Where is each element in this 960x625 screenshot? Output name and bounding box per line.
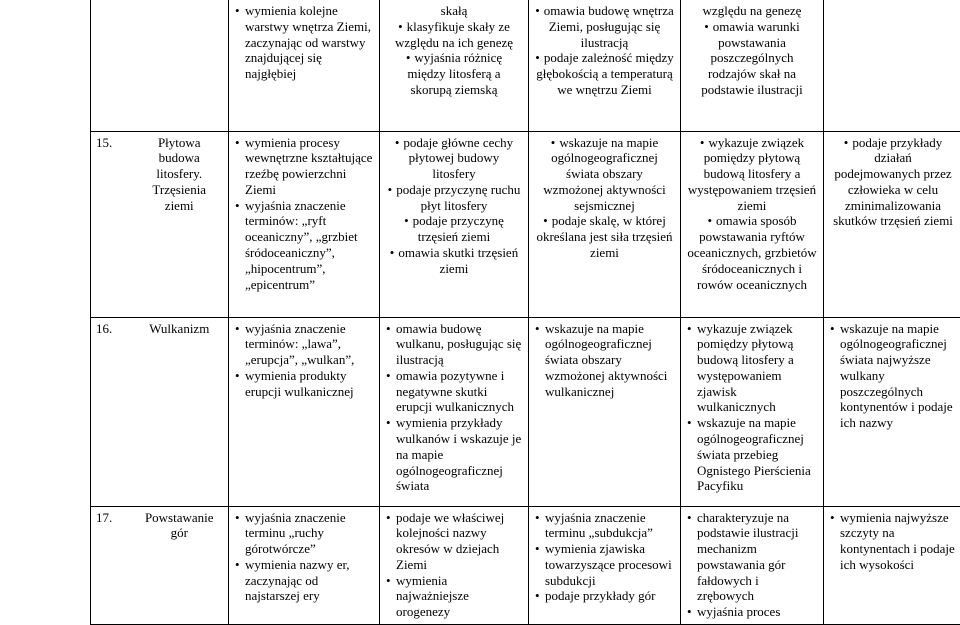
bullet-icon: • bbox=[830, 510, 835, 526]
requirement-text: podaje przykłady działań podejmowanych przez człowieka w celu zminimalizowania skutków trzęsień ziemi bbox=[833, 135, 953, 229]
requirement-text: wymienia nazwy er, zaczynając od najstarszej ery bbox=[245, 557, 350, 604]
lesson-topic bbox=[129, 506, 229, 625]
bullet-icon: • bbox=[235, 3, 240, 19]
requirement-item bbox=[235, 368, 373, 400]
requirement-cell bbox=[229, 131, 380, 317]
lesson-number: 17. bbox=[91, 506, 129, 625]
requirement-cell bbox=[380, 317, 529, 506]
requirement-item bbox=[386, 245, 522, 277]
requirement-item bbox=[535, 3, 674, 50]
requirement-item bbox=[830, 135, 956, 230]
requirement-text: skałą bbox=[441, 3, 468, 18]
requirement-text: omawia skutki trzęsień ziemi bbox=[398, 245, 518, 276]
requirement-cell bbox=[824, 506, 960, 625]
bullet-icon: • bbox=[687, 604, 692, 620]
requirement-text: podaje zależność między głębokością a temperaturą we wnętrzu Ziemi bbox=[536, 50, 673, 97]
requirement-list bbox=[687, 135, 817, 293]
requirement-list bbox=[386, 321, 522, 495]
requirement-cell bbox=[529, 0, 681, 131]
requirement-text: wykazuje związek pomiędzy płytową budową litosfery a występowaniem trzęsień ziemi bbox=[688, 135, 816, 213]
requirement-text: wymienia zjawiska towarzyszące procesowi subdukcji bbox=[545, 541, 672, 588]
requirement-item bbox=[830, 321, 956, 432]
bullet-icon: • bbox=[404, 213, 409, 228]
requirement-cell bbox=[529, 317, 681, 506]
bullet-icon: • bbox=[535, 588, 540, 604]
requirement-text: wyjaśnia znaczenie terminów: „lawa”, „erupcja”, „wulkan”, bbox=[245, 321, 354, 368]
bullet-icon: • bbox=[535, 510, 540, 526]
requirement-item bbox=[535, 321, 674, 400]
requirement-cell bbox=[681, 131, 824, 317]
requirement-list bbox=[235, 510, 373, 605]
requirement-cell bbox=[824, 0, 960, 131]
requirement-item bbox=[235, 557, 373, 604]
requirement-list bbox=[535, 321, 674, 400]
requirement-text: charakteryzuje na podstawie ilustracji mechanizm powstawania gór fałdowych i zrębowych bbox=[697, 510, 798, 604]
requirement-cell bbox=[824, 317, 960, 506]
topic-line: Trzęsienia bbox=[131, 182, 229, 198]
requirement-text: omawia sposób powstawania ryftów oceanicznych, grzbietów śródoceanicznych i rowów oceanicznych bbox=[687, 213, 816, 291]
requirement-item bbox=[687, 510, 817, 605]
requirement-item bbox=[687, 3, 817, 19]
requirement-cell bbox=[681, 506, 824, 625]
bullet-icon: • bbox=[235, 321, 240, 337]
topic-lines bbox=[131, 510, 229, 542]
topic-lines bbox=[131, 135, 229, 214]
requirement-item bbox=[535, 135, 674, 214]
requirement-item bbox=[687, 19, 817, 98]
topic-line: Powstawanie bbox=[131, 510, 229, 526]
bullet-icon: • bbox=[687, 510, 692, 526]
requirement-list bbox=[235, 3, 373, 82]
requirement-text: podaje przyczynę ruchu płyt litosfery bbox=[396, 182, 520, 213]
bullet-icon: • bbox=[535, 541, 540, 557]
bullet-icon: • bbox=[235, 368, 240, 384]
requirement-text: względu na genezę bbox=[703, 3, 802, 18]
table-row bbox=[91, 131, 960, 317]
requirement-text: wyjaśnia znaczenie terminów: „ryft oceaniczny”, „grzbiet śródoceaniczny”, „hipocentrum”, „epicentrum” bbox=[245, 198, 358, 292]
requirement-text: wymienia kolejne warstwy wnętrza Ziemi, zaczynając od warstwy znajdującej się najgłębiej bbox=[245, 3, 371, 81]
bullet-icon: • bbox=[704, 19, 709, 34]
topic-line: budowa bbox=[131, 150, 229, 166]
curriculum-table bbox=[90, 0, 960, 625]
bullet-icon: • bbox=[535, 50, 540, 65]
requirement-item bbox=[830, 510, 956, 573]
topic-lines bbox=[131, 321, 229, 337]
requirement-cell bbox=[681, 0, 824, 131]
requirement-list bbox=[235, 321, 373, 400]
requirement-cell bbox=[380, 131, 529, 317]
bullet-icon: • bbox=[235, 198, 240, 214]
requirement-cell bbox=[229, 0, 380, 131]
requirement-text: podaje główne cechy płytowej budowy litosfery bbox=[403, 135, 513, 182]
bullet-icon: • bbox=[388, 182, 393, 197]
requirement-list bbox=[535, 510, 674, 605]
requirement-list bbox=[830, 321, 956, 432]
requirement-item bbox=[535, 50, 674, 97]
requirement-item bbox=[386, 415, 522, 494]
table-row bbox=[91, 0, 960, 131]
requirement-cell bbox=[824, 131, 960, 317]
requirement-item bbox=[386, 321, 522, 368]
requirement-list bbox=[386, 3, 522, 98]
requirement-item bbox=[235, 3, 373, 82]
requirement-text: podaje przyczynę trzęsień ziemi bbox=[413, 213, 504, 244]
requirement-text: wskazuje na mapie ogólnogeograficznej świata obszary wzmożonej aktywności wulkanicznej bbox=[545, 321, 667, 399]
requirement-text: wymienia przykłady wulkanów i wskazuje je na mapie ogólnogeograficznej świata bbox=[396, 415, 521, 493]
lesson-number bbox=[91, 0, 129, 131]
bullet-icon: • bbox=[235, 135, 240, 151]
bullet-icon: • bbox=[535, 321, 540, 337]
bullet-icon: • bbox=[700, 135, 705, 150]
requirement-item bbox=[235, 135, 373, 198]
requirement-item bbox=[687, 213, 817, 292]
requirement-item bbox=[687, 604, 817, 620]
requirement-list bbox=[535, 135, 674, 261]
topic-line: Wulkanizm bbox=[131, 321, 229, 337]
requirement-text: wyjaśnia proces bbox=[697, 604, 780, 619]
lesson-topic bbox=[129, 131, 229, 317]
requirement-text: wymienia produkty erupcji wulkanicznej bbox=[245, 368, 354, 399]
requirement-text: klasyfikuje skały ze względu na ich genezę bbox=[395, 19, 513, 50]
requirement-item bbox=[687, 135, 817, 214]
bullet-icon: • bbox=[386, 368, 391, 384]
topic-line: litosfery. bbox=[131, 166, 229, 182]
requirement-item bbox=[386, 213, 522, 245]
requirement-list bbox=[535, 3, 674, 98]
requirement-cell bbox=[380, 506, 529, 625]
requirement-item bbox=[386, 368, 522, 415]
requirement-item bbox=[687, 321, 817, 416]
requirement-cell bbox=[380, 0, 529, 131]
table-row bbox=[91, 506, 960, 625]
requirement-item bbox=[386, 19, 522, 51]
lesson-number: 16. bbox=[91, 317, 129, 506]
requirement-item bbox=[535, 588, 674, 604]
topic-line: gór bbox=[131, 525, 229, 541]
requirement-cell bbox=[529, 131, 681, 317]
requirement-text: podaje przykłady gór bbox=[545, 588, 655, 603]
bullet-icon: • bbox=[707, 213, 712, 228]
bullet-icon: • bbox=[386, 510, 391, 526]
requirement-cell bbox=[529, 506, 681, 625]
requirement-item bbox=[235, 321, 373, 368]
requirement-item bbox=[386, 3, 522, 19]
requirement-text: wyjaśnia znaczenie terminu „ruchy górotwórcze” bbox=[245, 510, 346, 557]
requirement-item bbox=[386, 573, 522, 620]
requirement-text: omawia budowę wulkanu, posługując się ilustracją bbox=[396, 321, 521, 368]
requirement-text: omawia pozytywne i negatywne skutki erupcji wulkanicznych bbox=[396, 368, 514, 415]
bullet-icon: • bbox=[398, 19, 403, 34]
bullet-icon: • bbox=[687, 321, 692, 337]
requirement-list bbox=[830, 510, 956, 573]
requirement-cell bbox=[229, 506, 380, 625]
table-row bbox=[91, 317, 960, 506]
requirement-list bbox=[386, 135, 522, 277]
requirement-text: wymienia najważniejsze orogenezy bbox=[396, 573, 469, 620]
bullet-icon: • bbox=[406, 50, 411, 65]
requirement-item bbox=[235, 198, 373, 293]
lesson-topic bbox=[129, 317, 229, 506]
requirement-item bbox=[386, 50, 522, 97]
requirement-item bbox=[386, 135, 522, 182]
requirement-item bbox=[535, 541, 674, 588]
bullet-icon: • bbox=[551, 135, 556, 150]
bullet-icon: • bbox=[386, 573, 391, 589]
bullet-icon: • bbox=[543, 213, 548, 228]
bullet-icon: • bbox=[395, 135, 400, 150]
bullet-icon: • bbox=[235, 510, 240, 526]
requirement-item bbox=[535, 213, 674, 260]
requirement-text: wskazuje na mapie ogólnogeograficznej świata najwyższe wulkany poszczególnych kontynentów i podaje ich nazwy bbox=[840, 321, 953, 431]
requirement-text: wskazuje na mapie ogólnogeograficznej świata obszary wzmożonej aktywności sejsmicznej bbox=[543, 135, 665, 213]
requirement-list bbox=[386, 510, 522, 621]
bullet-icon: • bbox=[844, 135, 849, 150]
requirement-text: wskazuje na mapie ogólnogeograficznej świata przebieg Ognistego Pierścienia Pacyfiku bbox=[697, 415, 811, 493]
requirement-text: podaje we właściwej kolejności nazwy okresów w dziejach Ziemi bbox=[396, 510, 504, 572]
requirement-text: omawia budowę wnętrza Ziemi, posługując się ilustracją bbox=[544, 3, 674, 50]
bullet-icon: • bbox=[390, 245, 395, 260]
requirement-item bbox=[386, 182, 522, 214]
requirement-text: wykazuje związek pomiędzy płytową budową litosfery a występowaniem zjawisk wulkanicznych bbox=[697, 321, 794, 415]
requirement-item bbox=[687, 415, 817, 494]
lesson-topic bbox=[129, 0, 229, 131]
bullet-icon: • bbox=[235, 557, 240, 573]
requirement-list bbox=[235, 135, 373, 293]
requirement-text: wymienia procesy wewnętrzne kształtujące rzeźbę powierzchni Ziemi bbox=[245, 135, 372, 197]
requirement-list bbox=[687, 510, 817, 621]
requirement-text: podaje skalę, w której określana jest siła trzęsień ziemi bbox=[536, 213, 672, 260]
requirement-list bbox=[830, 135, 956, 230]
requirement-list bbox=[687, 321, 817, 495]
lesson-number: 15. bbox=[91, 131, 129, 317]
requirement-text: wyjaśnia znaczenie terminu „subdukcja” bbox=[545, 510, 653, 541]
requirement-text: wyjaśnia różnicę między litosferą a skorupą ziemską bbox=[407, 50, 502, 97]
bullet-icon: • bbox=[687, 415, 692, 431]
requirement-item bbox=[535, 510, 674, 542]
bullet-icon: • bbox=[386, 415, 391, 431]
requirement-text: wymienia najwyższe szczyty na kontynentach i podaje ich wysokości bbox=[840, 510, 955, 572]
requirement-item bbox=[235, 510, 373, 557]
requirement-item bbox=[386, 510, 522, 573]
bullet-icon: • bbox=[830, 321, 835, 337]
requirement-cell bbox=[681, 317, 824, 506]
bullet-icon: • bbox=[386, 321, 391, 337]
requirement-text: omawia warunki powstawania poszczególnych rodzajów skał na podstawie ilustracji bbox=[701, 19, 802, 97]
topic-line: Płytowa bbox=[131, 135, 229, 151]
requirement-list bbox=[687, 3, 817, 98]
topic-line: ziemi bbox=[131, 198, 229, 214]
bullet-icon: • bbox=[535, 3, 540, 18]
requirement-cell bbox=[229, 317, 380, 506]
